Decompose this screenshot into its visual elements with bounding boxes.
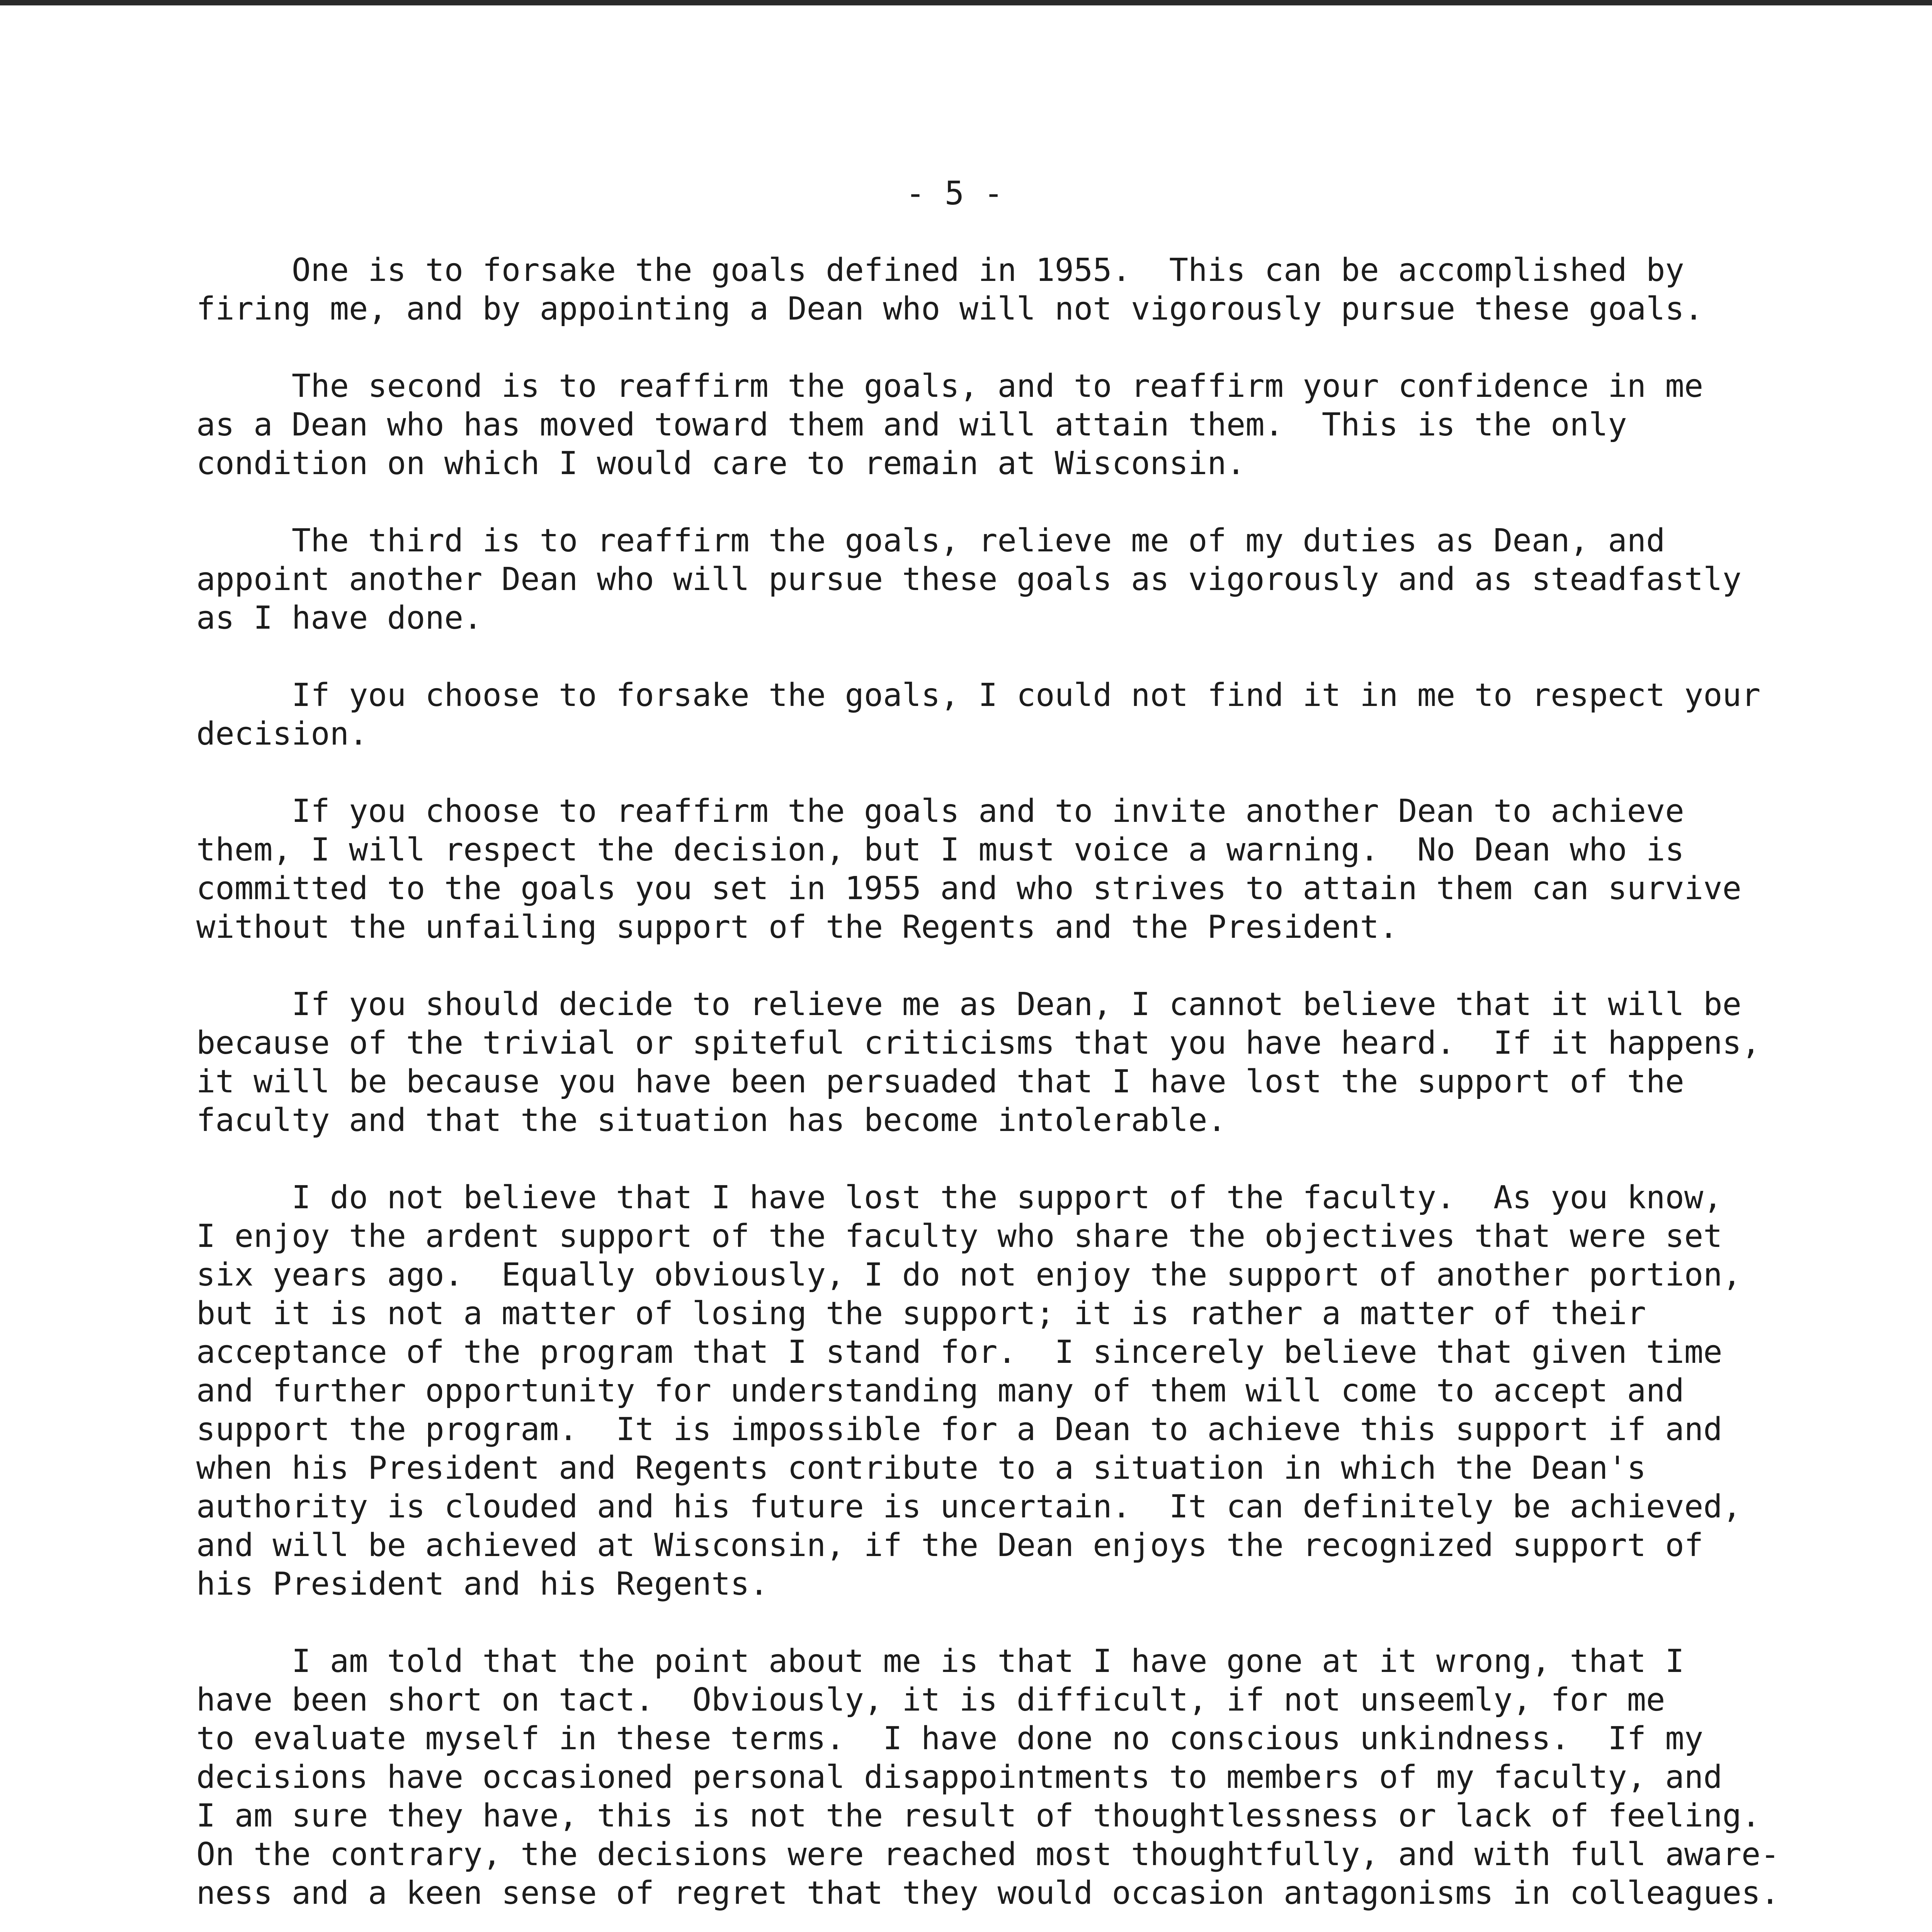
text-line: when his President and Regents contribute to a situation in which the Dean's	[196, 1450, 1646, 1486]
text-line: and further opportunity for understanding many of them will come to accept and	[196, 1372, 1684, 1409]
text-line: them, I will respect the decision, but I must voice a warning. No Dean who is	[196, 832, 1684, 868]
text-line: his President and his Regents.	[196, 1566, 769, 1602]
text-line: because of the trivial or spiteful criticisms that you have heard. If it happens,	[196, 1025, 1761, 1061]
text-line: appoint another Dean who will pursue these goals as vigorously and as steadfastly	[196, 561, 1742, 598]
text-line: ness and a keen sense of regret that they would occasion antagonisms in colleagues.	[196, 1875, 1780, 1912]
text-line: as I have done.	[196, 600, 483, 636]
paragraph-forsake-goals	[196, 676, 1819, 753]
text-line: If you should decide to relieve me as Dean, I cannot believe that it will be	[196, 986, 1742, 1023]
text-line: I am sure they have, this is not the result of thoughtlessness or lack of feeling.	[196, 1798, 1761, 1834]
text-line: as a Dean who has moved toward them and will attain them. This is the only	[196, 406, 1627, 443]
text-line: condition on which I would care to remain at Wisconsin.	[196, 445, 1246, 482]
text-line: support the program. It is impossible for a Dean to achieve this support if and	[196, 1411, 1723, 1448]
letter-body	[196, 251, 1819, 1932]
text-line: decision.	[196, 716, 368, 752]
text-line: but it is not a matter of losing the support; it is rather a matter of their	[196, 1295, 1646, 1332]
text-line: and will be achieved at Wisconsin, if the Dean enjoys the recognized support of	[196, 1527, 1704, 1564]
text-line: authority is clouded and his future is uncertain. It can definitely be achieved,	[196, 1488, 1742, 1525]
text-line: decisions have occasioned personal disappointments to members of my faculty, and	[196, 1759, 1723, 1796]
text-line: The third is to reaffirm the goals, relieve me of my duties as Dean, and	[196, 522, 1665, 559]
text-line: I enjoy the ardent support of the faculty who share the objectives that were set	[196, 1218, 1723, 1255]
text-line: I am told that the point about me is that I have gone at it wrong, that I	[196, 1643, 1684, 1680]
text-line: I do not believe that I have lost the support of the faculty. As you know,	[196, 1179, 1723, 1216]
text-line: faculty and that the situation has become intolerable.	[196, 1102, 1226, 1139]
paragraph-tact	[196, 1642, 1819, 1913]
scan-top-edge	[0, 0, 1932, 5]
text-line: six years ago. Equally obviously, I do not enjoy the support of another portion,	[196, 1257, 1742, 1293]
text-line: without the unfailing support of the Regents and the President.	[196, 909, 1398, 946]
paragraph-option-three	[196, 522, 1819, 638]
text-line: One is to forsake the goals defined in 1955. This can be accomplished by	[196, 252, 1684, 289]
text-line: acceptance of the program that I stand for. I sincerely believe that given time	[196, 1334, 1723, 1371]
text-line: If you choose to reaffirm the goals and to invite another Dean to achieve	[196, 793, 1684, 830]
paragraph-relieve-dean	[196, 985, 1819, 1140]
text-line: committed to the goals you set in 1955 and who strives to attain them can survive	[196, 870, 1742, 907]
text-line: On the contrary, the decisions were reached most thoughtfully, and with full aware-	[196, 1836, 1780, 1873]
text-line: have been short on tact. Obviously, it is difficult, if not unseemly, for me	[196, 1682, 1665, 1718]
paragraph-faculty-support	[196, 1179, 1819, 1604]
paragraph-another-dean	[196, 792, 1819, 947]
text-line: to evaluate myself in these terms. I have done no conscious unkindness. If my	[196, 1720, 1704, 1757]
page-number: - 5 -	[905, 174, 1003, 212]
text-line: firing me, and by appointing a Dean who will not vigorously pursue these goals.	[196, 291, 1704, 327]
paragraph-option-one	[196, 251, 1819, 328]
text-line: The second is to reaffirm the goals, and to reaffirm your confidence in me	[196, 368, 1704, 405]
text-line: it will be because you have been persuaded that I have lost the support of the	[196, 1063, 1684, 1100]
paragraph-option-two	[196, 367, 1819, 483]
text-line: If you choose to forsake the goals, I could not find it in me to respect your	[196, 677, 1761, 714]
